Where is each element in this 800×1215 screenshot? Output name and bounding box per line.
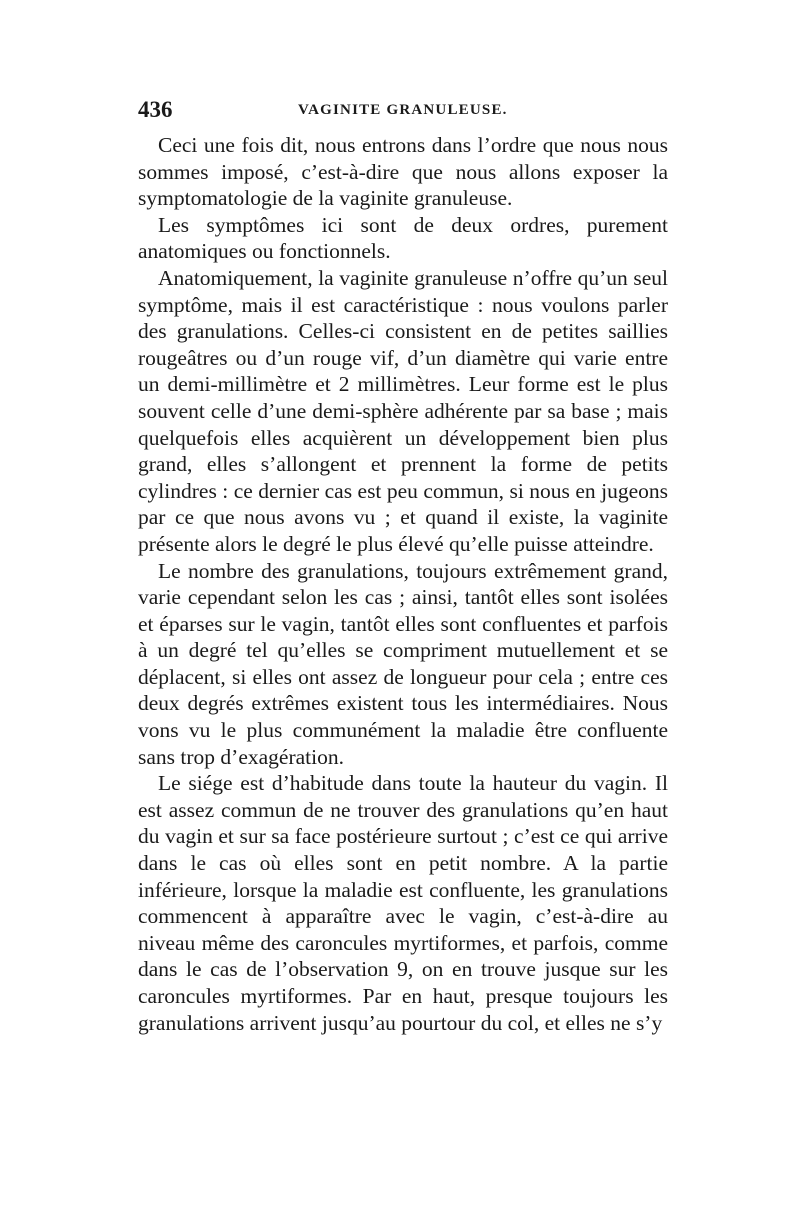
paragraph-3: Anatomiquement, la vaginite granuleuse n’offre qu’un seul symptôme, mais il est caractéristique : nous voulons parler des granulations. Celles-ci consistent en de petites saillies rougeâtres ou d’un rouge vif, d’un diamètre qui varie entre un demi-millimètre et 2 millimètres. Leur forme est le plus souvent celle d’une demi-sphère adhérente par sa base ; mais quelquefois elles acquièrent un développement bien plus grand, elles s’allongent et prennent la forme de petits cylindres : ce dernier cas est peu commun, si nous en jugeons par ce que nous avons vu ; et quand il existe, la vaginite présente alors le degré le plus élevé qu’elle puisse atteindre. (138, 265, 668, 556)
running-title: VAGINITE GRANULEUSE. (298, 102, 508, 118)
body-text (138, 132, 668, 1036)
page-header (138, 97, 668, 127)
paragraph-5: Le siége est d’habitude dans toute la hauteur du vagin. Il est assez commun de ne trouver des granulations qu’en haut du vagin et sur sa face postérieure surtout ; c’est ce qui arrive dans le cas où elles sont en petit nombre. A la partie inférieure, lorsque la maladie est confluente, les granulations commencent à apparaître avec le vagin, c’est-à-dire au niveau même des caroncules myrtiformes, et parfois, comme dans le cas de l’observation 9, on en trouve jusque sur les caroncules myrtiformes. Par en haut, presque toujours les granulations arrivent jusqu’au pourtour du col, et elles ne s’y (138, 771, 668, 1035)
paragraph-2: Les symptômes ici sont de deux ordres, purement anatomiques ou fonctionnels. (138, 212, 668, 264)
page-number: 436 (138, 97, 173, 122)
paragraph-4: Le nombre des granulations, toujours extrêmement grand, varie cependant selon les cas ; ainsi, tantôt elles sont isolées et éparses sur le vagin, tantôt elles sont confluentes et parfois à un degré tel qu’elles se compriment mutuellement et se déplacent, si elles ont assez de longueur pour cela ; entre ces deux degrés extrêmes existent tous les intermédiaires. Nous vons vu le plus communément la maladie être confluente sans trop d’exagération. (138, 558, 668, 769)
paragraph-1: Ceci une fois dit, nous entrons dans l’ordre que nous nous sommes imposé, c’est-à-dire que nous allons exposer la symptomatologie de la vaginite granuleuse. (138, 133, 668, 211)
